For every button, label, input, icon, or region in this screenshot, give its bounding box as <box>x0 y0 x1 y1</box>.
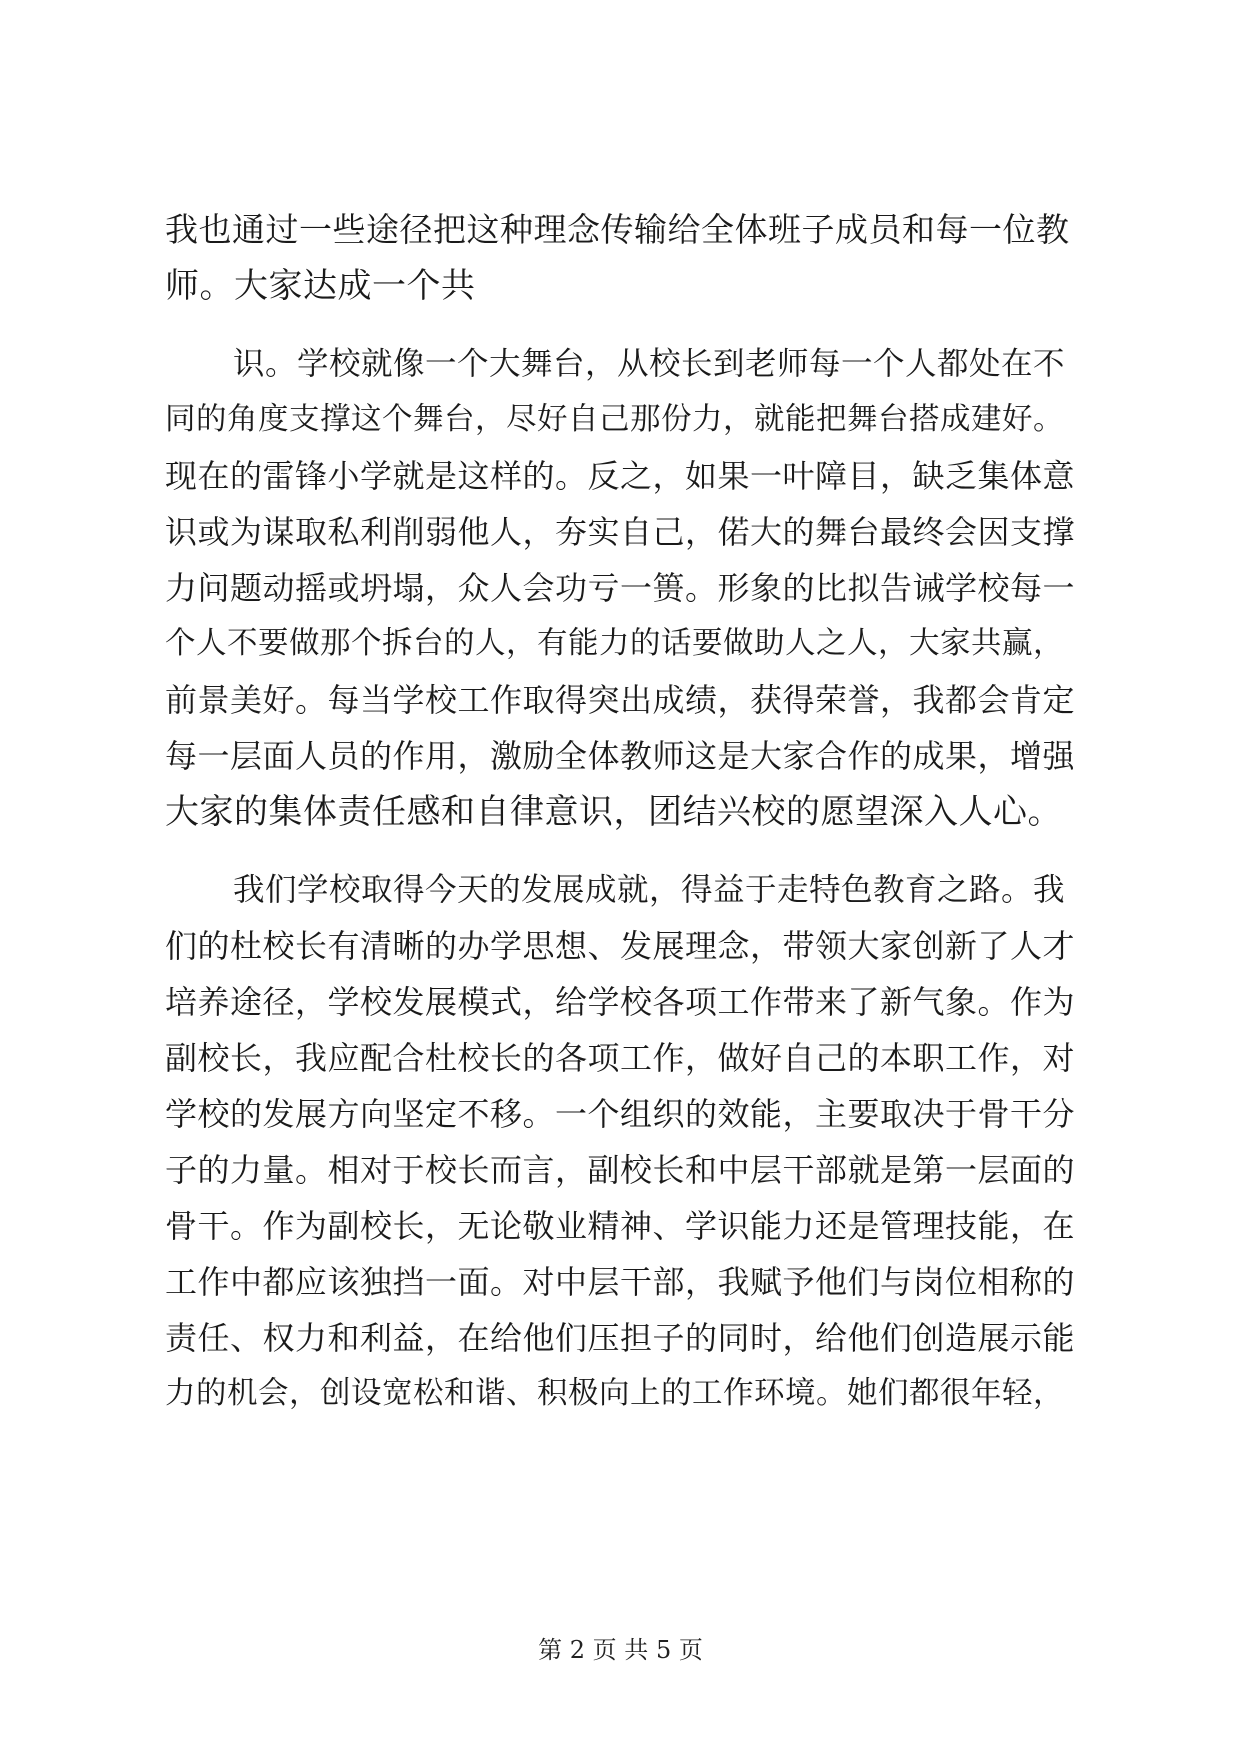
text-line: 我们学校取得今天的发展成就，得益于走特色教育之路。我 <box>233 872 1066 908</box>
text-line: 骨干。作为副校长，无论敬业精神、学识能力还是管理技能，在 <box>165 1207 1076 1245</box>
text-line: 我也通过一些途径把这种理念传输给全体班子成员和每一位教 <box>165 210 1070 249</box>
text-line: 培养途径，学校发展模式，给学校各项工作带来了新气象。作为 <box>165 983 1076 1021</box>
text-line: 识或为谋取私利削弱他人，夯实自己，偌大的舞台最终会因支撑 <box>165 513 1076 551</box>
text-line: 大家的集体责任感和自律意识，团结兴校的愿望深入人心。 <box>165 792 1062 832</box>
text-line: 每一层面人员的作用，激励全体教师这是大家合作的成果，增强 <box>165 737 1076 775</box>
text-line: 学校的发展方向坚定不移。一个组织的效能，主要取决于骨干分 <box>165 1095 1076 1133</box>
page-number-footer: 第 2 页 共 5 页 <box>538 1636 703 1664</box>
text-line: 子的力量。相对于校长而言，副校长和中层干部就是第一层面的 <box>165 1151 1076 1189</box>
text-line: 前景美好。每当学校工作取得突出成绩，获得荣誉，我都会肯定 <box>165 681 1076 719</box>
text-line: 责任、权力和利益，在给他们压担子的同时，给他们创造展示能 <box>165 1319 1076 1357</box>
text-line: 副校长，我应配合杜校长的各项工作，做好自己的本职工作，对 <box>165 1039 1076 1077</box>
text-line: 工作中都应该独挡一面。对中层干部，我赋予他们与岗位相称的 <box>165 1263 1076 1301</box>
text-line: 力的机会，创设宽松和谐、积极向上的工作环境。她们都很年轻， <box>165 1376 1064 1411</box>
text-line: 个人不要做那个拆台的人，有能力的话要做助人之人，大家共赢， <box>165 626 1064 661</box>
text-line: 师。大家达成一个共 <box>165 266 476 306</box>
text-line: 现在的雷锋小学就是这样的。反之，如果一叶障目，缺乏集体意 <box>165 457 1076 495</box>
text-line: 识。学校就像一个大舞台，从校长到老师每一个人都处在不 <box>233 346 1066 382</box>
text-line: 力问题动摇或坍塌，众人会功亏一篑。形象的比拟告诫学校每一 <box>165 569 1076 607</box>
text-line: 们的杜校长有清晰的办学思想、发展理念，带领大家创新了人才 <box>165 927 1076 965</box>
text-line: 同的角度支撑这个舞台，尽好自己那份力，就能把舞台搭成建好。 <box>165 402 1064 437</box>
